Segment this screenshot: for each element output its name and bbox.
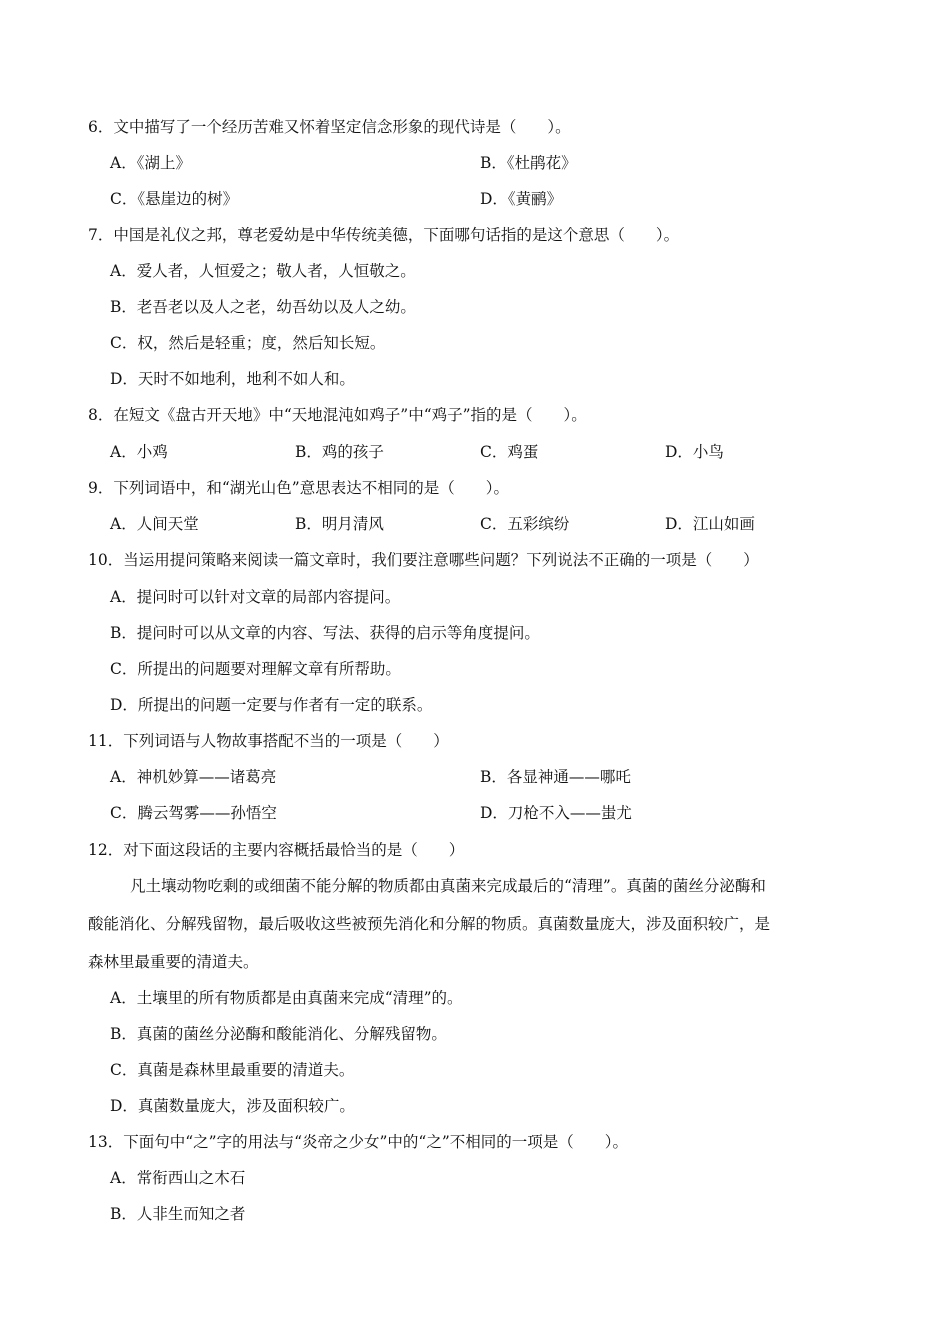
question-11-option-d[interactable]: D．刀枪不入——蚩尤 <box>480 804 632 822</box>
question-6-options-row-1 <box>110 151 910 175</box>
question-12-option-c[interactable]: C．真菌是森林里最重要的清道夫。 <box>110 1061 355 1079</box>
question-7-stem: 7．中国是礼仪之邦，尊老爱幼是中华传统美德，下面哪句话指的是这个意思（ ）。 <box>88 226 680 244</box>
question-8-options-row <box>110 440 910 464</box>
question-8-option-a[interactable]: A．小鸡 <box>110 443 168 461</box>
question-9-option-a[interactable]: A．人间天堂 <box>110 515 199 533</box>
question-11-option-b[interactable]: B．各显神通——哪吒 <box>480 768 631 786</box>
question-9-option-b[interactable]: B．明月清风 <box>295 515 384 533</box>
question-6-option-b[interactable]: B．《杜鹃花》 <box>480 154 577 172</box>
question-11-option-a[interactable]: A．神机妙算——诸葛亮 <box>110 768 277 786</box>
question-12-stem: 12．对下面这段话的主要内容概括最恰当的是（ ） <box>88 841 465 859</box>
question-6-stem: 6．文中描写了一个经历苦难又怀着坚定信念形象的现代诗是（ ）。 <box>88 118 571 136</box>
question-10-option-a[interactable]: A．提问时可以针对文章的局部内容提问。 <box>110 588 401 606</box>
question-11-options-row-2 <box>110 801 910 825</box>
question-6-options-row-2 <box>110 187 910 211</box>
question-6-option-a[interactable]: A．《湖上》 <box>110 154 191 172</box>
question-8-option-b[interactable]: B．鸡的孩子 <box>295 443 384 461</box>
question-9-stem: 9．下列词语中，和“湖光山色”意思表达不相同的是（ ）。 <box>88 479 509 497</box>
question-6-option-c[interactable]: C．《悬崖边的树》 <box>110 190 239 208</box>
question-10-option-d[interactable]: D．所提出的问题一定要与作者有一定的联系。 <box>110 696 433 714</box>
question-8-stem: 8．在短文《盘古开天地》中“天地混沌如鸡子”中“鸡子”指的是（ ）。 <box>88 406 587 424</box>
question-7-option-a[interactable]: A．爱人者，人恒爱之；敬人者，人恒敬之。 <box>110 262 416 280</box>
question-10-stem: 10．当运用提问策略来阅读一篇文章时，我们要注意哪些问题？下列说法不正确的一项是（ ） <box>88 551 759 569</box>
question-11-stem: 11．下列词语与人物故事搭配不当的一项是（ ） <box>88 732 449 750</box>
question-7-option-b[interactable]: B．老吾老以及人之老，幼吾幼以及人之幼。 <box>110 298 416 316</box>
question-12-passage-line-1: 凡土壤动物吃剩的或细菌不能分解的物质都由真菌来完成最后的“清理”。真菌的菌丝分泌酶和 <box>130 877 766 895</box>
question-13-option-b[interactable]: B．人非生而知之者 <box>110 1205 246 1223</box>
question-13-option-a[interactable]: A．常衔西山之木石 <box>110 1169 246 1187</box>
question-13-stem: 13．下面句中“之”字的用法与“炎帝之少女”中的“之”不相同的一项是（ ）。 <box>88 1133 629 1151</box>
question-12-option-b[interactable]: B．真菌的菌丝分泌酶和酸能消化、分解残留物。 <box>110 1025 447 1043</box>
question-8-option-c[interactable]: C．鸡蛋 <box>480 443 539 461</box>
question-7-option-c[interactable]: C．权，然后是轻重；度，然后知长短。 <box>110 334 386 352</box>
question-6-option-d[interactable]: D．《黄鹂》 <box>480 190 563 208</box>
question-9-options-row <box>110 512 910 536</box>
question-12-option-a[interactable]: A．土壤里的所有物质都是由真菌来完成“清理”的。 <box>110 989 463 1007</box>
question-8-option-d[interactable]: D．小鸟 <box>665 443 724 461</box>
question-11-option-c[interactable]: C．腾云驾雾——孙悟空 <box>110 804 277 822</box>
question-10-option-c[interactable]: C．所提出的问题要对理解文章有所帮助。 <box>110 660 401 678</box>
question-11-options-row-1 <box>110 765 910 789</box>
question-12-passage-line-2: 酸能消化、分解残留物，最后吸收这些被预先消化和分解的物质。真菌数量庞大，涉及面积较广，是 <box>88 915 771 933</box>
question-10-option-b[interactable]: B．提问时可以从文章的内容、写法、获得的启示等角度提问。 <box>110 624 540 642</box>
question-7-option-d[interactable]: D．天时不如地利，地利不如人和。 <box>110 370 355 388</box>
question-12-passage-line-3: 森林里最重要的清道夫。 <box>88 953 259 971</box>
question-9-option-d[interactable]: D．江山如画 <box>665 515 755 533</box>
question-9-option-c[interactable]: C．五彩缤纷 <box>480 515 570 533</box>
question-12-option-d[interactable]: D．真菌数量庞大，涉及面积较广。 <box>110 1097 355 1115</box>
